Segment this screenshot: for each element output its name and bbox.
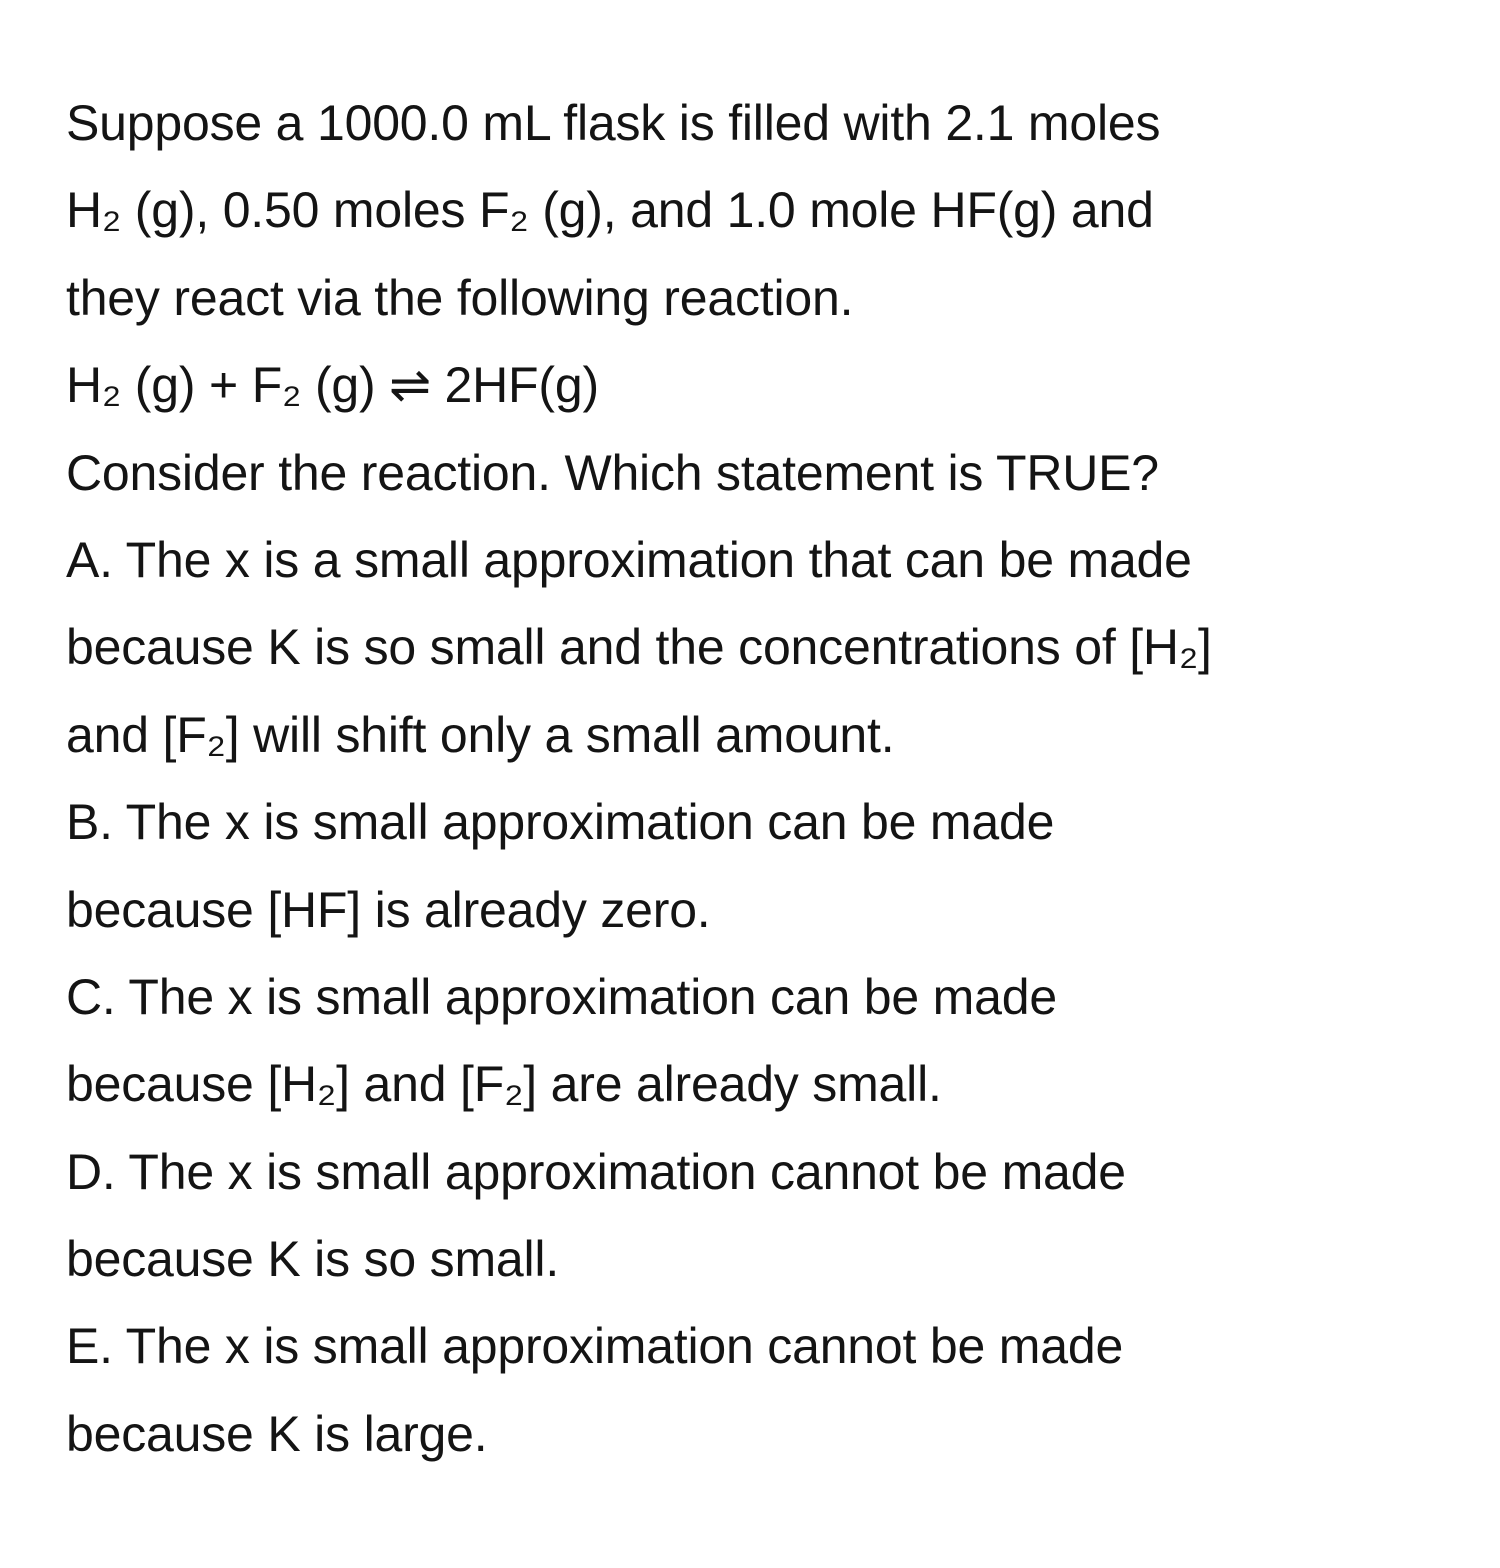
option-b-line: because [HF] is already zero. — [66, 881, 711, 938]
question-prompt: Consider the reaction. Which statement is TRUE? — [66, 444, 1159, 501]
option-b[interactable] — [66, 779, 1466, 954]
option-a-line: and [F₂] will shift only a small amount. — [66, 706, 895, 763]
stem-line: they react via the following reaction. — [66, 269, 854, 326]
option-e-line: E. The x is small approximation cannot be made — [66, 1318, 1124, 1375]
stem-line: H₂ (g), 0.50 moles F₂ (g), and 1.0 mole HF(g) and — [66, 182, 1154, 239]
option-a-line: because K is so small and the concentrations of [H₂] — [66, 619, 1212, 676]
option-b-line: B. The x is small approximation can be made — [66, 794, 1055, 851]
option-e[interactable] — [66, 1303, 1466, 1478]
option-a-line: A. The x is a small approximation that can be made — [66, 531, 1192, 588]
question-stem — [66, 80, 1466, 342]
option-a[interactable] — [66, 517, 1466, 779]
stem-line: Suppose a 1000.0 mL flask is filled with 2.1 moles — [66, 95, 1161, 151]
option-c-line: C. The x is small approximation can be made — [66, 968, 1057, 1025]
question-document — [66, 80, 1466, 1478]
option-d[interactable] — [66, 1129, 1466, 1304]
option-c[interactable] — [66, 954, 1466, 1129]
option-e-line: because K is large. — [66, 1405, 488, 1462]
option-d-line: because K is so small. — [66, 1231, 560, 1288]
reaction-equation: H₂ (g) + F₂ (g) ⇌ 2HF(g) — [66, 357, 599, 414]
option-d-line: D. The x is small approximation cannot be made — [66, 1143, 1126, 1200]
option-c-line: because [H₂] and [F₂] are already small. — [66, 1056, 942, 1113]
